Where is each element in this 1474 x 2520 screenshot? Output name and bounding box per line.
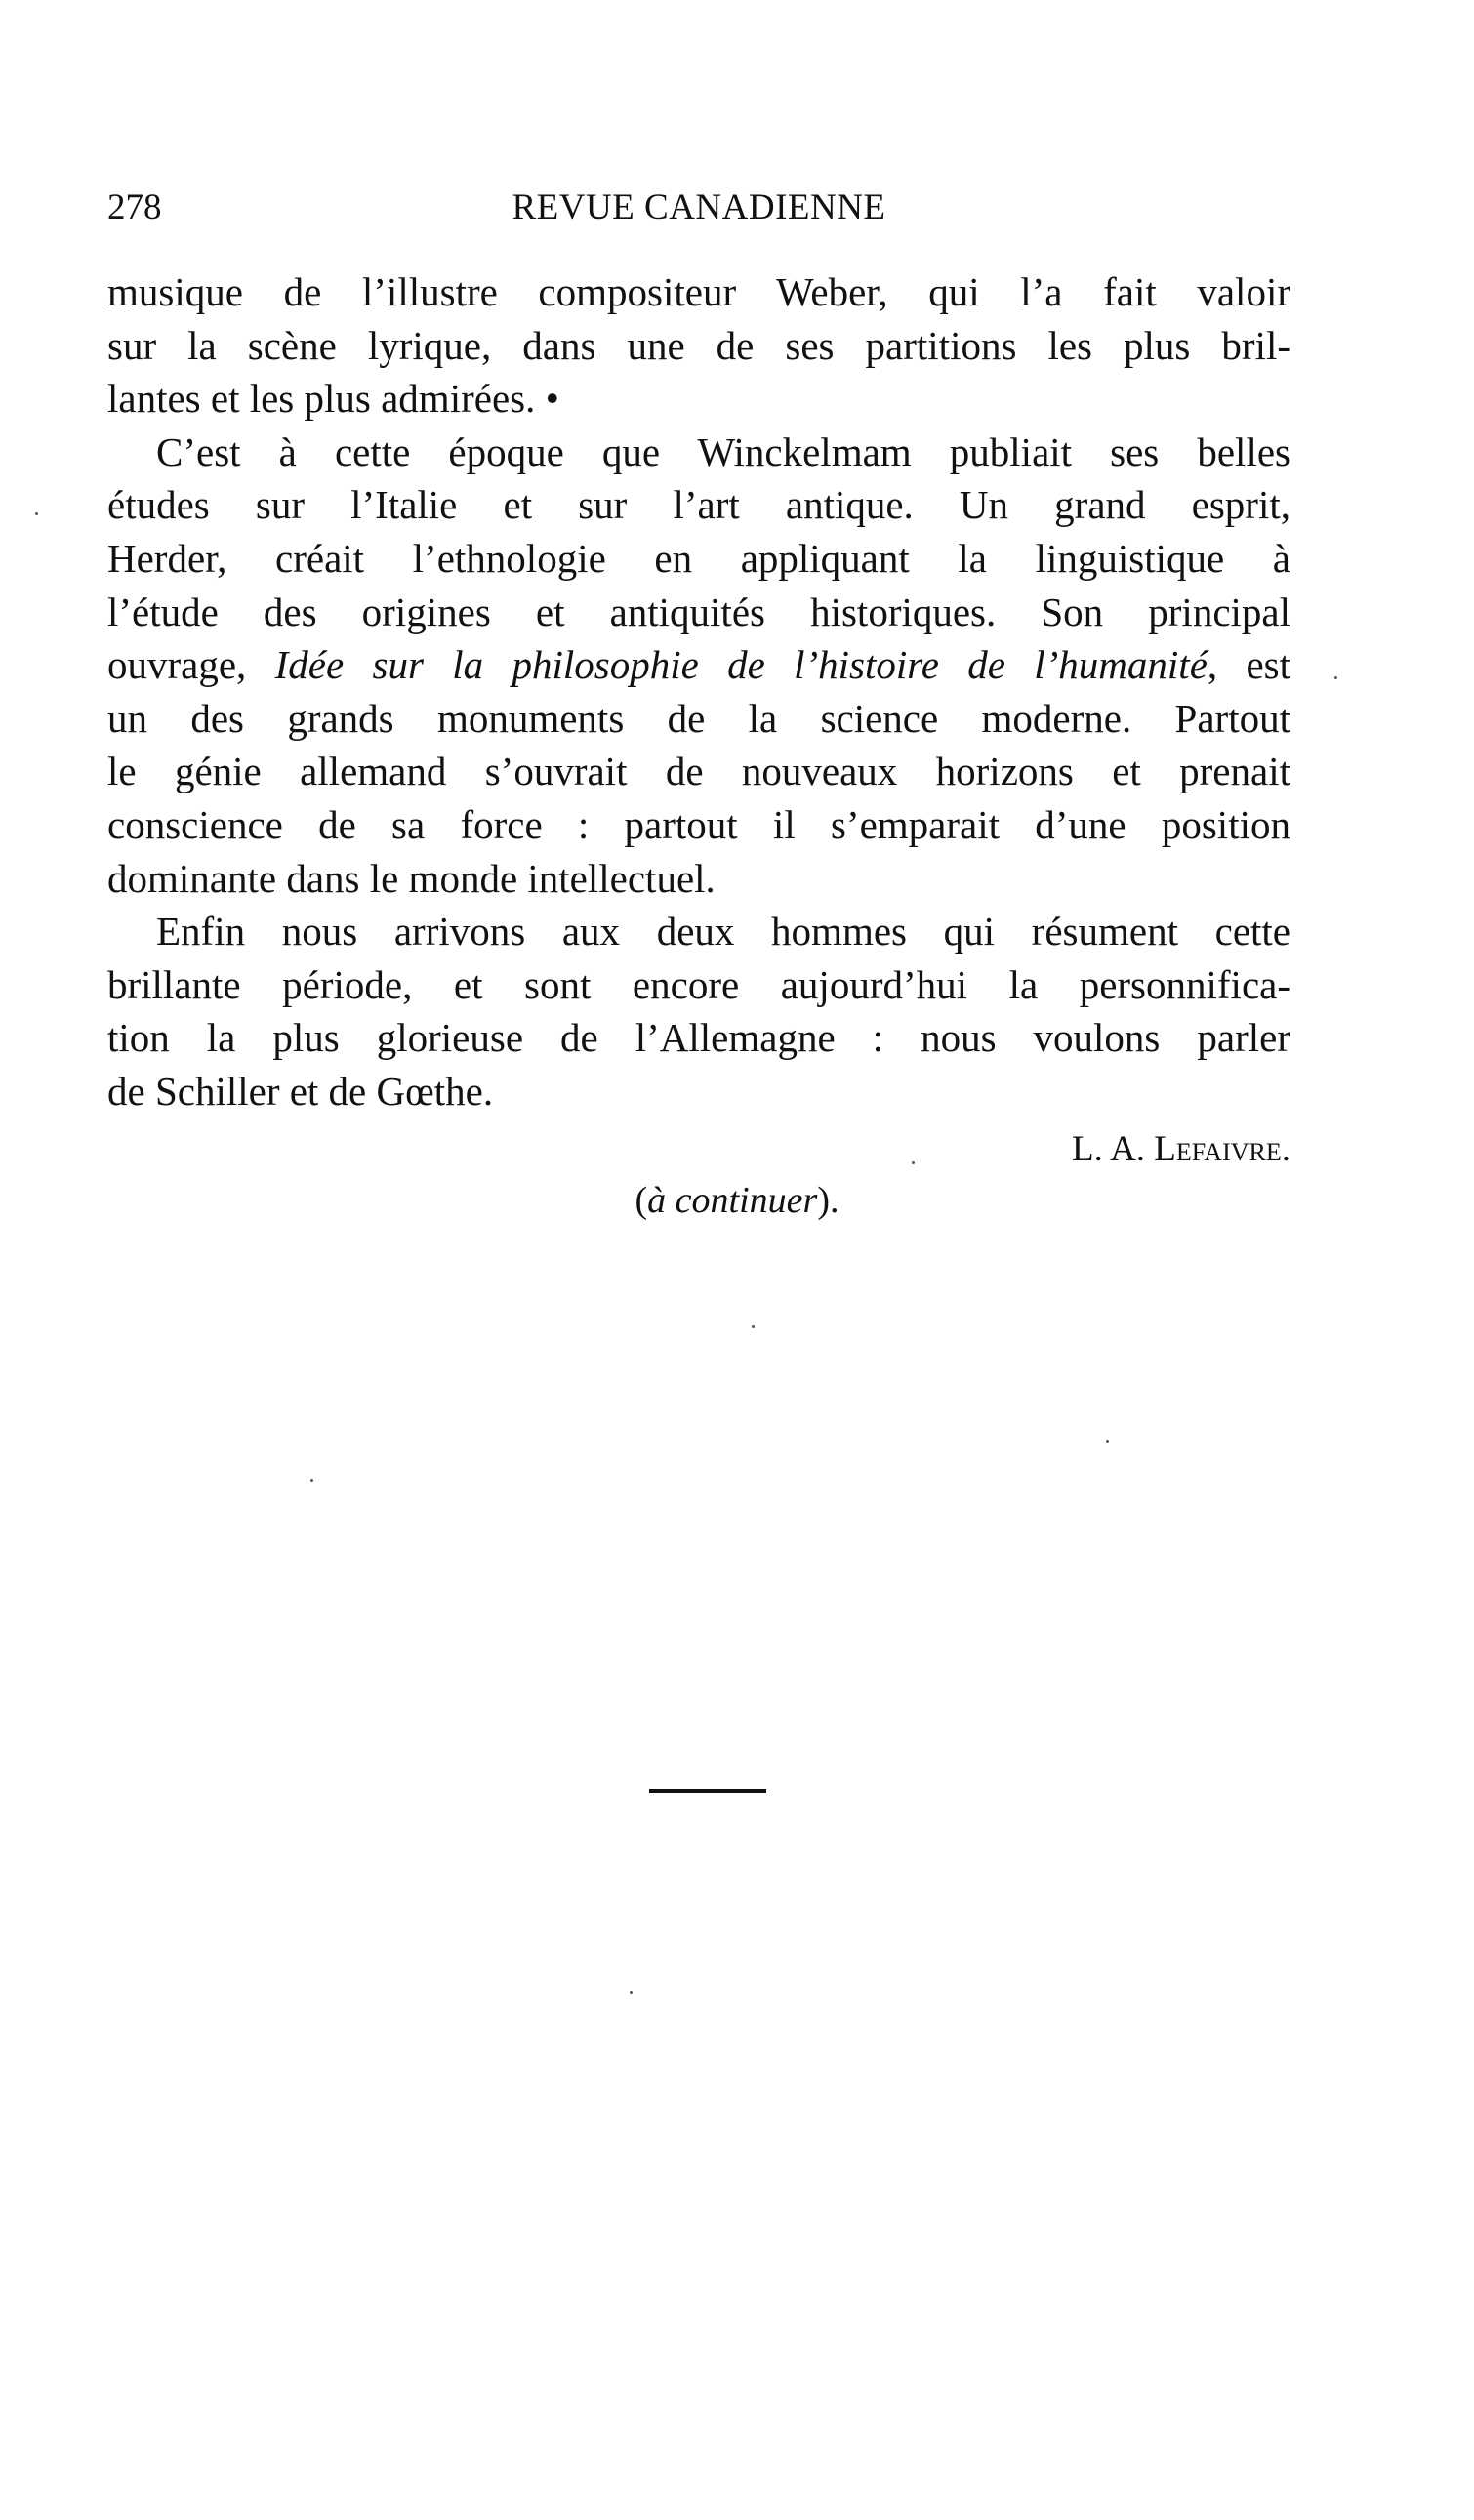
print-speck: [1106, 1440, 1109, 1443]
paragraph-weber: [107, 265, 1290, 426]
text-line: musique de l’illustre compositeur Weber, qui l’a fait valoir: [107, 269, 1290, 314]
author-initials: L. A.: [1072, 1129, 1146, 1169]
paragraph-herder: [107, 426, 1290, 905]
print-speck: [35, 512, 38, 515]
continuation-note: [0, 1174, 1474, 1227]
text-line: C’est à cette époque que Winckelmam publiait ses belles: [156, 428, 1290, 474]
text-line: brillante période, et sont encore aujourd’hui la personnifica-: [107, 961, 1290, 1007]
print-speck: [912, 1161, 915, 1164]
text-line: Herder, créait l’ethnologie en appliquant la linguistique à: [107, 535, 1290, 581]
print-speck: [1334, 676, 1337, 679]
text-line: lantes et les plus admirées. •: [107, 376, 559, 422]
body-text: [107, 265, 1290, 1118]
text-line: un des grands monuments de la science moderne. Partout: [107, 695, 1290, 741]
text-line: dominante dans le monde intellectuel.: [107, 855, 716, 901]
text-line: tion la plus glorieuse de l’Allemagne : nous voulons parler: [107, 1015, 1290, 1061]
author-signature: [1072, 1125, 1290, 1174]
text-line-with-title: [107, 638, 1290, 692]
text-line: de Schiller et de Gœthe.: [107, 1068, 494, 1114]
text-line: conscience de sa force : partout il s’emparait d’une position: [107, 801, 1290, 847]
text-line: l’étude des origines et antiquités historiques. Son principal: [107, 589, 1290, 634]
text-fragment: ouvrage,: [107, 642, 247, 688]
continuation-open: (: [635, 1180, 648, 1221]
page-header: [107, 183, 1290, 232]
author-surname: Lefaivre.: [1154, 1129, 1290, 1169]
text-line: le génie allemand s’ouvrait de nouveaux horizons et prenait: [107, 749, 1290, 794]
text-line: Enfin nous arrivons aux deux hommes qui résument cette: [156, 909, 1290, 955]
text-line: sur la scène lyrique, dans une de ses partitions les plus bril-: [107, 322, 1290, 368]
running-title: REVUE CANADIENNE: [512, 187, 886, 227]
print-speck: [630, 1991, 633, 1994]
print-speck: [310, 1479, 313, 1482]
book-title: Idée sur la philosophie de l’histoire de l’humanité: [274, 642, 1208, 688]
text-line: études sur l’Italie et sur l’art antique. Un grand esprit,: [107, 482, 1290, 528]
continuation-word: à continuer: [647, 1180, 818, 1221]
page-number: 278: [107, 187, 162, 227]
paragraph-schiller-goethe: [107, 905, 1290, 1118]
print-speck: [752, 1325, 755, 1328]
text-fragment: , est: [1207, 642, 1291, 688]
section-end-rule: [649, 1789, 766, 1793]
continuation-close: ).: [817, 1180, 839, 1221]
